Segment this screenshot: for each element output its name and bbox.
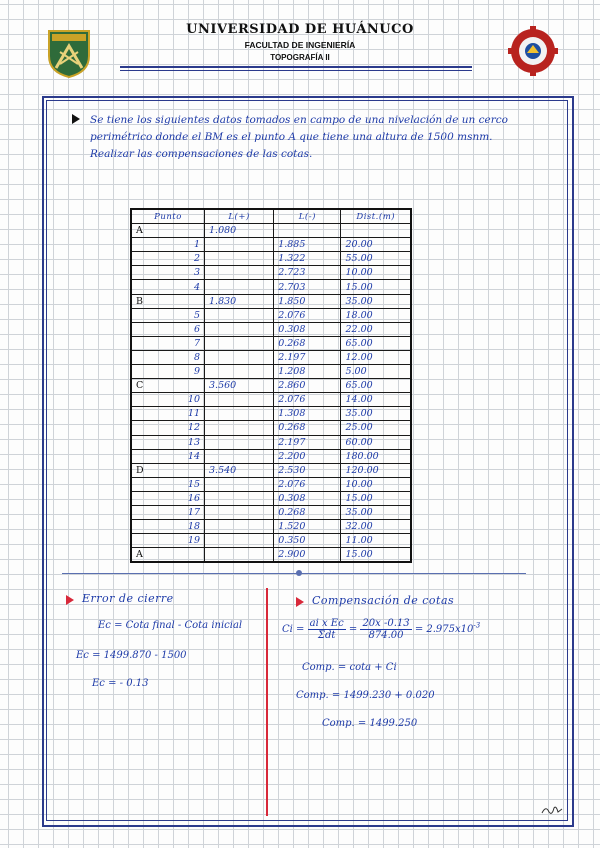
table-row [131,294,411,308]
ci-fraction-values [360,618,411,641]
header-l-plus: L(+) [205,209,274,224]
cell-punto: 6 [131,322,205,336]
university-name: UNIVERSIDAD DE HUÁNUCO [186,22,414,37]
equals-sign: = [348,624,358,635]
cell-l-minus: 1.520 [274,520,341,534]
cell-l-minus: 2.197 [274,350,341,364]
table-row [131,336,411,350]
table-row [131,435,411,449]
cell-l-minus: 2.530 [274,463,341,477]
error-section-title: Error de cierre [82,592,174,605]
ci-exponent: -3 [473,621,481,630]
cell-l-plus [205,365,274,379]
cell-l-minus: 1.322 [274,252,341,266]
ci-label: Ci = [282,624,305,635]
cell-l-plus [205,238,274,252]
comp-result: Comp. = 1499.250 [322,718,418,729]
table-header-row [131,209,411,224]
cell-punto: 8 [131,350,205,364]
header-rule [120,66,472,68]
cell-dist: 32.00 [341,520,411,534]
cell-l-plus: 3.560 [205,379,274,393]
table-row [131,491,411,505]
cell-dist: 10.00 [341,266,411,280]
cell-punto: A [131,224,205,238]
cell-l-minus: 0.268 [274,505,341,519]
cell-l-plus [205,534,274,548]
cell-l-plus [205,308,274,322]
cell-l-minus [274,224,341,238]
cell-dist: 35.00 [341,505,411,519]
cell-punto: 18 [131,520,205,534]
cell-l-plus [205,280,274,294]
cell-l-plus [205,477,274,491]
cell-l-plus [205,322,274,336]
ci-result: = 2.975x10 [414,624,474,635]
table-row [131,379,411,393]
cell-dist [341,224,411,238]
cell-l-plus [205,350,274,364]
bullet-arrow-icon [296,597,304,607]
cell-punto: 7 [131,336,205,350]
table-row [131,224,411,238]
cell-l-minus: 2.723 [274,266,341,280]
cell-dist: 5.00 [341,365,411,379]
comp-section-title: Compensación de cotas [312,594,455,607]
table-row [131,322,411,336]
table-row [131,266,411,280]
cell-l-minus: 2.860 [274,379,341,393]
cell-dist: 55.00 [341,252,411,266]
cell-dist: 15.00 [341,280,411,294]
ci-fraction [308,618,346,641]
cell-l-plus [205,449,274,463]
table-row [131,238,411,252]
table-row [131,308,411,322]
cell-l-plus [205,505,274,519]
cell-punto: 9 [131,365,205,379]
comp-substitution: Comp. = 1499.230 + 0.020 [296,690,435,701]
cell-dist: 15.00 [341,548,411,563]
cell-l-minus: 2.076 [274,477,341,491]
cell-dist: 22.00 [341,322,411,336]
cell-dist: 12.00 [341,350,411,364]
cell-punto: 13 [131,435,205,449]
cell-l-plus [205,548,274,563]
divider-dot [296,570,302,576]
cell-dist: 65.00 [341,379,411,393]
error-formula [98,620,242,631]
error-substitution: Ec = 1499.870 - 1500 [76,650,187,661]
cell-punto: 11 [131,407,205,421]
cell-l-plus [205,435,274,449]
table-row [131,520,411,534]
header-l-minus: L(-) [274,209,341,224]
cell-l-plus: 1.830 [205,294,274,308]
cell-dist: 15.00 [341,491,411,505]
error-formula-rhs: = Cota final - Cota inicial [114,620,243,631]
ec-symbol: Ec [98,620,111,631]
cell-dist: 18.00 [341,308,411,322]
cell-punto: 5 [131,308,205,322]
cell-l-minus: 0.350 [274,534,341,548]
table-row [131,505,411,519]
cell-punto: A [131,548,205,563]
cell-l-minus: 2.076 [274,393,341,407]
cell-l-plus [205,520,274,534]
cell-l-minus: 1.208 [274,365,341,379]
cell-dist: 35.00 [341,407,411,421]
signature-mark [540,803,564,817]
cell-l-plus [205,491,274,505]
cell-l-plus: 1.080 [205,224,274,238]
cell-l-minus: 0.268 [274,336,341,350]
table-row [131,421,411,435]
header-rule-thin [120,70,472,71]
cell-punto: B [131,294,205,308]
ci-numerator: ai x Ec [309,618,344,629]
cell-punto: 16 [131,491,205,505]
ci-formula [282,618,480,641]
cell-dist: 20.00 [341,238,411,252]
course-name: TOPOGRAFÍA II [270,53,330,62]
error-result: Ec = - 0.13 [92,678,149,689]
table-row [131,534,411,548]
header-dist: Dist.(m) [341,209,411,224]
ci-numerator-values: 20x -0.13 [362,618,410,629]
cell-dist: 25.00 [341,421,411,435]
cell-l-minus: 1.850 [274,294,341,308]
cell-punto: 2 [131,252,205,266]
table-row [131,463,411,477]
cell-dist: 65.00 [341,336,411,350]
cell-dist: 180.00 [341,449,411,463]
cell-punto: 19 [131,534,205,548]
table-row [131,548,411,563]
cell-punto: 3 [131,266,205,280]
column-separator [266,588,268,816]
cell-l-plus: 3.540 [205,463,274,477]
comp-formula: Comp. = cota + Ci [302,662,397,673]
ci-denominator-values: 874.00 [368,630,404,641]
cell-punto: 15 [131,477,205,491]
cell-l-minus: 1.308 [274,407,341,421]
cell-l-plus [205,336,274,350]
leveling-table [130,208,412,563]
cell-dist: 120.00 [341,463,411,477]
cell-l-minus: 0.308 [274,322,341,336]
cell-punto: 14 [131,449,205,463]
cell-l-minus: 0.308 [274,491,341,505]
table-row [131,407,411,421]
cell-l-plus [205,407,274,421]
cell-l-plus [205,421,274,435]
cell-punto: 1 [131,238,205,252]
cell-punto: 10 [131,393,205,407]
cell-l-minus: 0.268 [274,421,341,435]
cell-punto: 12 [131,421,205,435]
section-divider [62,573,526,574]
cell-dist: 60.00 [341,435,411,449]
cell-l-minus: 2.900 [274,548,341,563]
cell-punto: C [131,379,205,393]
table-row [131,365,411,379]
table-row [131,252,411,266]
table-row [131,449,411,463]
cell-l-minus: 1.885 [274,238,341,252]
cell-l-minus: 2.703 [274,280,341,294]
problem-statement: Se tiene los siguientes datos tomados en campo de una nivelación de un cerco perimétrico donde el BM es el punto A que tiene una altura de 1500 msnm. Realizar las compensaciones de las cotas. [90,114,508,160]
bullet-arrow-icon [66,595,74,605]
header-punto: Punto [131,209,205,224]
document-header [0,22,600,62]
cell-punto: 4 [131,280,205,294]
table-row [131,393,411,407]
faculty-name: FACULTAD DE INGENIERÍA [244,40,356,50]
cell-l-plus [205,252,274,266]
ci-denominator: Σdt [317,630,336,641]
cell-dist: 14.00 [341,393,411,407]
cell-punto: D [131,463,205,477]
cell-punto: 17 [131,505,205,519]
cell-dist: 11.00 [341,534,411,548]
bullet-arrow-icon [72,114,80,124]
cell-dist: 10.00 [341,477,411,491]
cell-l-minus: 2.197 [274,435,341,449]
table-row [131,280,411,294]
cell-l-plus [205,393,274,407]
table-row [131,350,411,364]
cell-l-minus: 2.076 [274,308,341,322]
cell-dist: 35.00 [341,294,411,308]
cell-l-minus: 2.200 [274,449,341,463]
cell-l-plus [205,266,274,280]
table-row [131,477,411,491]
